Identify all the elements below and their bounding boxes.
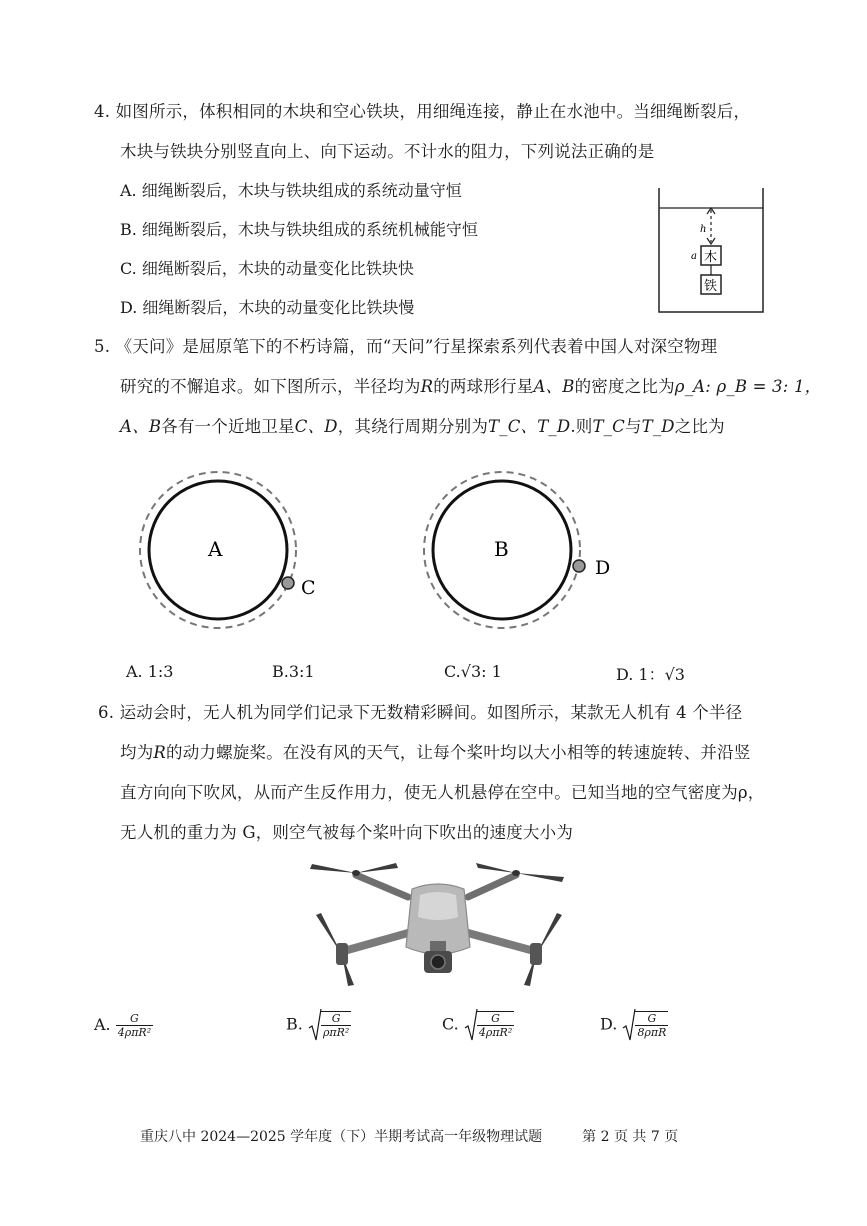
q5-line-3-mid2: ，其绕行周期分别为 bbox=[337, 417, 489, 436]
page-footer bbox=[140, 1126, 678, 1146]
q5-line-3-mid1: 各有一个近地卫星 bbox=[161, 417, 295, 436]
q6-option-a-label: A. bbox=[94, 1015, 111, 1034]
q5-line-1: 5. 《天问》是屈原笔下的不朽诗篇，而“天问”行星探索系列代表着中国人对深空物理 bbox=[94, 337, 718, 356]
q5-period-c: T_C bbox=[592, 417, 625, 436]
q4-line-2: 木块与铁块分别竖直向上、向下运动。不计水的阻力，下列说法正确的是 bbox=[120, 142, 655, 161]
q6-option-d bbox=[600, 1008, 668, 1042]
q6-line-4: 无人机的重力为 G，则空气被每个桨叶向下吹出的速度大小为 bbox=[120, 823, 574, 842]
q4-option-c: C. 细绳断裂后，木块的动量变化比铁块快 bbox=[120, 259, 414, 278]
q5-density-ratio: ρ_A: ρ_B = 3: 1， bbox=[674, 377, 822, 396]
q6-option-c-sqrt-icon bbox=[464, 1008, 478, 1042]
q6-option-d-denominator: 8ρπR bbox=[637, 1026, 667, 1039]
q6-option-b-fraction bbox=[321, 1011, 351, 1039]
q5-line-3 bbox=[120, 413, 725, 437]
footer-exam-title: 重庆八中 2024—2025 学年度（下）半期考试高一年级物理试题 bbox=[140, 1129, 543, 1145]
q5-option-a: A. 1:3 bbox=[126, 662, 174, 681]
q5-planet-b-label: B bbox=[494, 537, 509, 561]
q6-option-c-numerator: G bbox=[477, 1012, 514, 1026]
q5-line-3-ab: A、B bbox=[120, 417, 162, 436]
q5-satellite-d-label: D bbox=[595, 557, 611, 579]
q6-line-2-post: 的动力螺旋桨。在没有风的天气，让每个桨叶均以大小相等的转速旋转、并沿竖 bbox=[166, 743, 751, 762]
q4-line-1: 4. 如图所示，体积相同的木块和空心铁块，用细绳连接，静止在水池中。当细绳断裂后， bbox=[94, 102, 751, 121]
q6-option-a bbox=[94, 1012, 153, 1039]
q5-radius-symbol: R bbox=[420, 377, 434, 396]
q4-option-a: A. 细绳断裂后，木块与铁块组成的系统动量守恒 bbox=[120, 181, 462, 200]
q6-line-1: 6. 运动会时，无人机为同学们记录下无数精彩瞬间。如图所示，某款无人机有 4 个半径 bbox=[98, 703, 743, 722]
q5-option-d: D. 1：√3 bbox=[616, 665, 685, 684]
q6-option-c-denominator: 4ρπR² bbox=[478, 1026, 513, 1039]
q6-option-a-fraction bbox=[116, 1012, 153, 1039]
q5-planets-ab: A、B bbox=[533, 377, 575, 396]
q5-period-d: T_D bbox=[641, 417, 675, 436]
q4-wood-label: 木 bbox=[704, 250, 718, 265]
drone-photo bbox=[308, 855, 570, 987]
q5-line-3-yu: 与 bbox=[624, 417, 642, 436]
q6-option-d-numerator: G bbox=[635, 1012, 668, 1026]
q6-option-d-sqrt-icon bbox=[622, 1008, 636, 1042]
q6-option-b-numerator: G bbox=[321, 1012, 351, 1026]
q5-satellite-c-label: C bbox=[301, 577, 316, 599]
q4-iron-label: 铁 bbox=[704, 279, 718, 294]
q4-a-label: a bbox=[691, 251, 697, 262]
q5-option-b: B.3:1 bbox=[272, 662, 315, 681]
q5-option-c: C.√3: 1 bbox=[444, 662, 502, 681]
q6-option-b bbox=[286, 1008, 351, 1042]
q6-line-2 bbox=[120, 739, 751, 763]
q6-option-c bbox=[442, 1008, 514, 1042]
q6-option-b-label: B. bbox=[286, 1014, 303, 1034]
q6-option-b-sqrt-icon bbox=[308, 1008, 322, 1042]
footer-page-number: 第 2 页 共 7 页 bbox=[582, 1129, 679, 1145]
q4-pool-figure bbox=[655, 186, 767, 316]
q5-planets-figure bbox=[120, 470, 640, 650]
q4-h-label: h bbox=[700, 224, 707, 235]
q6-radius-symbol: R bbox=[153, 743, 167, 762]
q5-line-2-mid: 的两球形行星 bbox=[433, 377, 534, 396]
q5-planet-a-label: A bbox=[208, 537, 223, 561]
q5-line-2-post: 的密度之比为 bbox=[574, 377, 675, 396]
q4-option-b: B. 细绳断裂后，木块与铁块组成的系统机械能守恒 bbox=[120, 220, 478, 239]
q6-option-a-denominator: 4ρπR² bbox=[117, 1026, 152, 1039]
q5-line-2 bbox=[120, 373, 821, 397]
q6-option-d-label: D. bbox=[600, 1014, 618, 1034]
q5-satellites-cd: C、D bbox=[294, 417, 338, 436]
q5-line-3-end: 之比为 bbox=[674, 417, 725, 436]
q4-option-d: D. 细绳断裂后，木块的动量变化比铁块慢 bbox=[120, 298, 415, 317]
q5-line-3-mid3: .则 bbox=[570, 417, 593, 436]
q6-line-3: 直方向向下吹风，从而产生反作用力，使无人机悬停在空中。已知当地的空气密度为ρ， bbox=[120, 783, 765, 802]
q6-option-b-denominator: ρπR² bbox=[322, 1026, 350, 1039]
q6-option-d-fraction bbox=[635, 1011, 668, 1039]
q6-option-c-fraction bbox=[477, 1011, 514, 1039]
q5-periods: T_C、T_D bbox=[488, 417, 571, 436]
q6-option-a-numerator: G bbox=[116, 1012, 153, 1026]
q6-option-c-label: C. bbox=[442, 1014, 459, 1034]
q5-line-2-pre: 研究的不懈追求。如下图所示，半径均为 bbox=[120, 377, 421, 396]
q6-line-2-pre: 均为 bbox=[120, 743, 154, 762]
